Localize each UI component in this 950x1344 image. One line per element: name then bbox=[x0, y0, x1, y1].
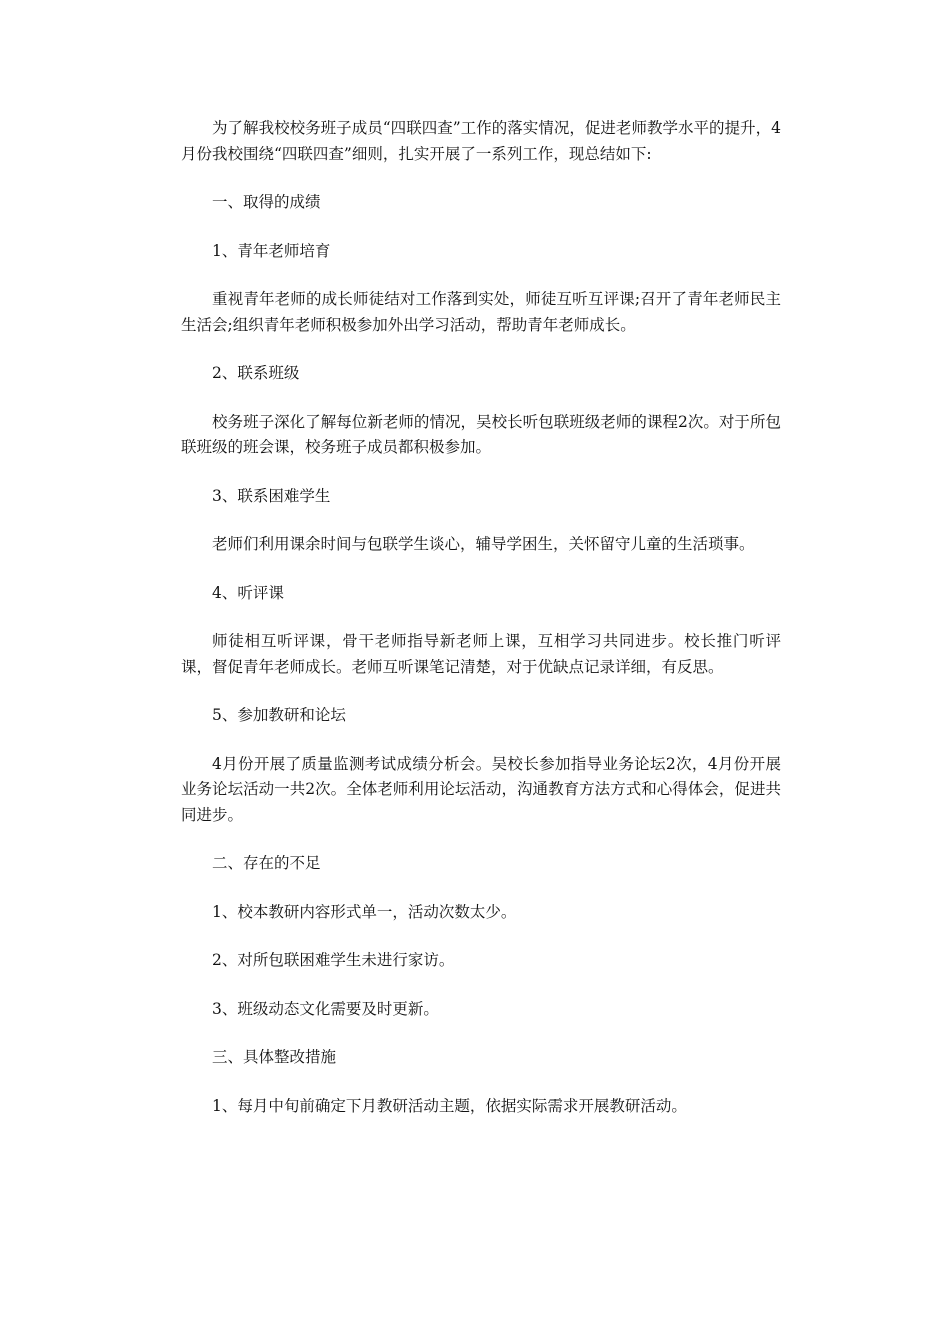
section-heading-achievements: 一、取得的成绩 bbox=[212, 193, 321, 211]
shortcoming-item-1: 1、校本教研内容形式单一，活动次数太少。 bbox=[212, 902, 517, 921]
subheading-lesson-review: 4、听评课 bbox=[212, 583, 284, 602]
measure-item-1: 1、每月中旬前确定下月教研活动主题，依据实际需求开展教研活动。 bbox=[212, 1096, 687, 1115]
document-body bbox=[181, 116, 781, 1119]
section-heading-shortcomings: 二、存在的不足 bbox=[212, 854, 321, 872]
shortcoming-item-2: 2、对所包联困难学生未进行家访。 bbox=[212, 951, 455, 969]
paragraph-research-forum: 4月份开展了质量监测考试成绩分析会。吴校长参加指导业务论坛2次，4月份开展业务论坛活动一共2次。全体老师利用论坛活动，沟通教育方法方式和心得体会，促进共同进步。 bbox=[181, 754, 781, 824]
intro-paragraph: 为了解我校校务班子成员“四联四查”工作的落实情况，促进老师教学水平的提升，4月份我校围绕“四联四查”细则，扎实开展了一系列工作，现总结如下: bbox=[181, 119, 781, 163]
section-heading-measures: 三、具体整改措施 bbox=[212, 1048, 337, 1066]
shortcoming-item-3: 3、班级动态文化需要及时更新。 bbox=[212, 999, 439, 1018]
paragraph-student-contact: 老师们利用课余时间与包联学生谈心，辅导学困生，关怀留守儿童的生活琐事。 bbox=[212, 535, 755, 553]
subheading-student-contact: 3、联系困难学生 bbox=[212, 486, 331, 505]
subheading-research-forum: 5、参加教研和论坛 bbox=[212, 706, 346, 724]
paragraph-lesson-review: 师徒相互听评课，骨干老师指导新老师上课，互相学习共同进步。校长推门听评课，督促青年老师成长。老师互听课笔记清楚，对于优缺点记录详细，有反思。 bbox=[181, 632, 781, 676]
paragraph-young-teachers: 重视青年老师的成长师徒结对工作落到实处，师徒互听互评课;召开了青年老师民主生活会;组织青年老师积极参加外出学习活动，帮助青年老师成长。 bbox=[181, 290, 781, 334]
subheading-class-contact: 2、联系班级 bbox=[212, 364, 300, 382]
subheading-young-teachers: 1、青年老师培育 bbox=[212, 241, 331, 260]
paragraph-class-contact: 校务班子深化了解每位新老师的情况，吴校长听包联班级老师的课程2次。对于所包联班级的班会课，校务班子成员都积极参加。 bbox=[181, 412, 781, 456]
